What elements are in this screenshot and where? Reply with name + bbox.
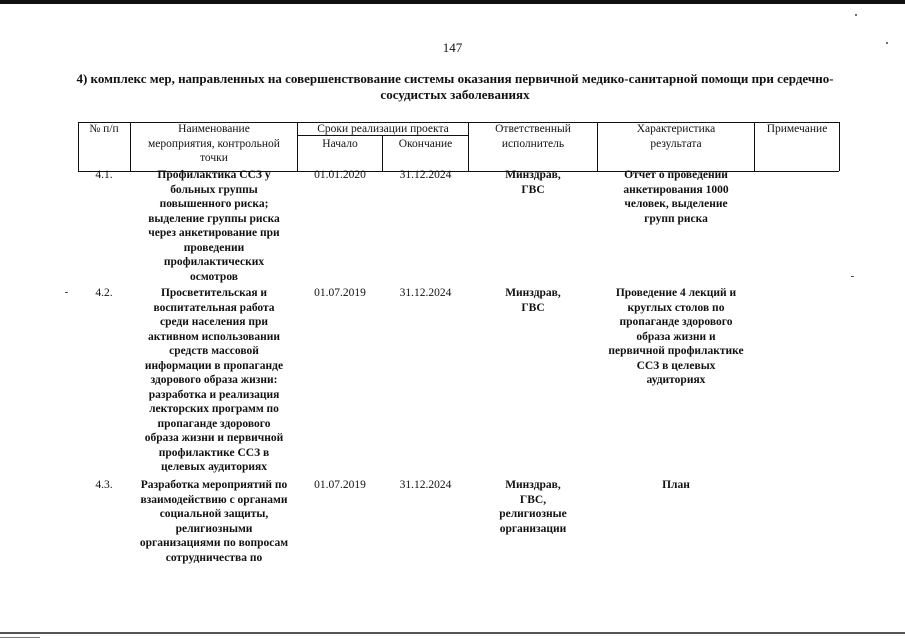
row-start: 01.07.2019 <box>314 479 366 491</box>
header-result: Характеристика результата <box>636 123 716 150</box>
header-num: № п/п <box>89 123 119 135</box>
row-result: Проведение 4 лекций и круглых столов по пропаганде здорового образа жизни и первичной профилактике ССЗ в целевых аудиториях <box>608 287 744 386</box>
top-rule <box>0 0 905 4</box>
row-num: 4.3. <box>95 479 113 491</box>
row-end: 31.12.2024 <box>399 287 452 299</box>
header-note: Примечание <box>766 123 828 135</box>
row-num: 4.2. <box>95 287 113 299</box>
header-start: Начало <box>322 138 358 150</box>
row-name: Разработка мероприятий по взаимодействию с органами социальной защиты, религиозными организациями по вопросам сотрудничества по <box>139 479 289 564</box>
row-start: 01.07.2019 <box>314 287 366 299</box>
bottom-rule <box>0 632 905 634</box>
row-responsible: Минздрав, ГВС <box>505 169 561 196</box>
scan-speck <box>65 292 68 293</box>
header-period: Сроки реализации проекта <box>317 123 449 135</box>
header-name: Наименование мероприятия, контрольной точки <box>148 123 280 164</box>
row-end: 31.12.2024 <box>399 479 452 491</box>
row-result: Отчет о проведении анкетирования 1000 человек, выделение групп риска <box>623 169 729 225</box>
header-responsible: Ответственный исполнитель <box>495 123 571 150</box>
row-result: План <box>662 479 690 491</box>
row-start: 01.01.2020 <box>314 169 366 181</box>
header-end: Окончание <box>398 138 453 150</box>
row-responsible: Минздрав, ГВС <box>505 287 561 314</box>
row-name: Просветительская и воспитательная работа среди населения при активном использовании средств массовой информации в пропаганде здорового образа жизни: разработка и реализация лекторских программ по пропаганде здорового образа жизни и первичной профилактике ССЗ в целевых аудиториях <box>144 287 284 473</box>
row-responsible: Минздрав, ГВС, религиозные организации <box>499 479 567 535</box>
row-num: 4.1. <box>95 169 113 181</box>
bottom-dash <box>0 637 40 638</box>
scan-speck <box>851 276 854 277</box>
col-border <box>839 122 840 171</box>
page-number: 147 <box>442 40 463 55</box>
row-name: Профилактика ССЗ у больных группы повышенного риска; выделение группы риска через анкетирование при проведении профилактических осмотров <box>148 169 280 283</box>
row-end: 31.12.2024 <box>399 169 452 181</box>
scan-speck <box>855 14 857 16</box>
section-title: 4) комплекс мер, направленных на совершенствование системы оказания первичной медико-санитарной помощи при сердечно-сосудистых заболеваниях <box>76 71 834 102</box>
